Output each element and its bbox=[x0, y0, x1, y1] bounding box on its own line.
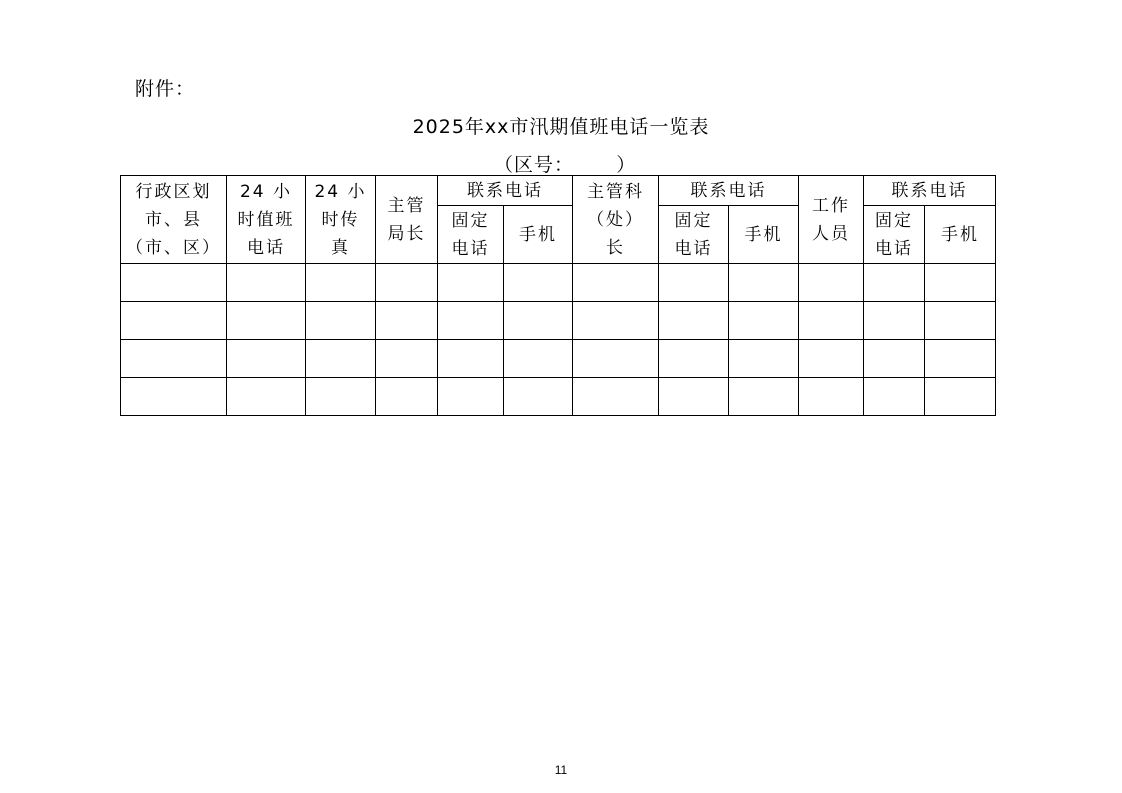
table-cell bbox=[864, 264, 925, 302]
table-cell bbox=[504, 340, 573, 378]
header-contact-phone-chief: 联系电话 bbox=[659, 176, 799, 206]
table-cell bbox=[306, 264, 376, 302]
table-cell bbox=[121, 340, 227, 378]
document-title: 2025年xx市汛期值班电话一览表 bbox=[412, 116, 710, 138]
table-cell bbox=[573, 340, 659, 378]
header-staff: 工作 人员 bbox=[799, 176, 864, 264]
table-cell bbox=[504, 378, 573, 416]
table-row bbox=[121, 340, 996, 378]
table-cell bbox=[227, 264, 306, 302]
table-cell bbox=[438, 340, 504, 378]
table-cell bbox=[925, 264, 996, 302]
page-number: 11 bbox=[554, 763, 568, 777]
table-cell bbox=[864, 378, 925, 416]
table-cell bbox=[659, 378, 729, 416]
area-code-line: （区号： ） bbox=[494, 154, 637, 176]
table-cell bbox=[729, 340, 799, 378]
header-contact-phone-staff: 联系电话 bbox=[864, 176, 996, 206]
header-director: 主管 局长 bbox=[376, 176, 438, 264]
table-cell bbox=[864, 340, 925, 378]
header-fixed-phone-chief: 固定 电话 bbox=[659, 206, 729, 264]
table-cell bbox=[376, 264, 438, 302]
table-cell bbox=[659, 340, 729, 378]
table-cell bbox=[376, 340, 438, 378]
table-cell bbox=[729, 378, 799, 416]
header-24h-duty-phone: 24 小 时值班 电话 bbox=[227, 176, 306, 264]
table-cell bbox=[121, 264, 227, 302]
table-cell bbox=[659, 264, 729, 302]
table-cell bbox=[121, 302, 227, 340]
table-cell bbox=[799, 340, 864, 378]
table-cell bbox=[306, 378, 376, 416]
header-region: 行政区划 市、县 （市、区） bbox=[121, 176, 227, 264]
header-24h-fax: 24 小 时传 真 bbox=[306, 176, 376, 264]
table-cell bbox=[573, 302, 659, 340]
table-cell bbox=[799, 378, 864, 416]
table-cell bbox=[121, 378, 227, 416]
table-cell bbox=[504, 302, 573, 340]
table-cell bbox=[227, 378, 306, 416]
header-mobile-staff: 手机 bbox=[925, 206, 996, 264]
duty-phone-table bbox=[120, 175, 996, 416]
table-row bbox=[121, 264, 996, 302]
header-fixed-phone-director: 固定 电话 bbox=[438, 206, 504, 264]
table-cell bbox=[799, 264, 864, 302]
table-cell bbox=[573, 378, 659, 416]
header-section-chief: 主管科 （处） 长 bbox=[573, 176, 659, 264]
table-row bbox=[121, 302, 996, 340]
table-cell bbox=[376, 302, 438, 340]
table-cell bbox=[227, 302, 306, 340]
table-cell bbox=[925, 302, 996, 340]
table-cell bbox=[729, 264, 799, 302]
table-cell bbox=[925, 378, 996, 416]
table-cell bbox=[376, 378, 438, 416]
table-cell bbox=[438, 264, 504, 302]
header-fixed-phone-staff: 固定 电话 bbox=[864, 206, 925, 264]
table-cell bbox=[227, 340, 306, 378]
table-cell bbox=[438, 378, 504, 416]
table-cell bbox=[306, 302, 376, 340]
table-cell bbox=[729, 302, 799, 340]
attachment-label: 附件： bbox=[135, 78, 196, 100]
table-cell bbox=[504, 264, 573, 302]
header-mobile-chief: 手机 bbox=[729, 206, 799, 264]
table-cell bbox=[573, 264, 659, 302]
table-cell bbox=[799, 302, 864, 340]
table-cell bbox=[659, 302, 729, 340]
header-contact-phone-director: 联系电话 bbox=[438, 176, 573, 206]
table-cell bbox=[864, 302, 925, 340]
table-cell bbox=[306, 340, 376, 378]
table-row bbox=[121, 378, 996, 416]
header-mobile-director: 手机 bbox=[504, 206, 573, 264]
table-cell bbox=[438, 302, 504, 340]
table-cell bbox=[925, 340, 996, 378]
